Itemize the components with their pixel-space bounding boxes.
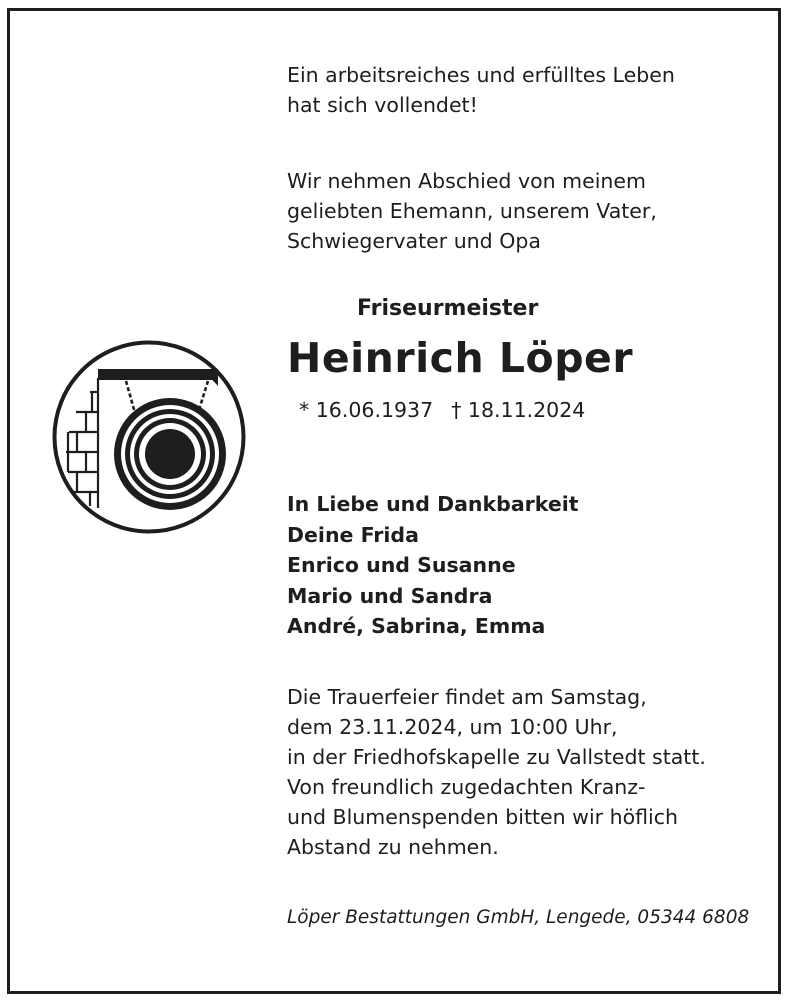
- family-line: In Liebe und Dankbarkeit: [287, 492, 579, 516]
- ceremony-line: dem 23.11.2024, um 10:00 Uhr,: [287, 715, 618, 739]
- ceremony-line: Abstand zu nehmen.: [287, 835, 499, 859]
- barber-shop-sign-icon: [52, 340, 246, 534]
- family-signature: [287, 489, 579, 642]
- farewell-line: geliebten Ehemann, unserem Vater,: [287, 199, 657, 223]
- deceased-name: Heinrich Löper: [287, 334, 634, 382]
- family-line: Deine Frida: [287, 522, 419, 547]
- funeral-home-footer: Löper Bestattungen GmbH, Lengede, 05344 6808: [287, 907, 750, 928]
- death-date: † 18.11.2024: [451, 398, 586, 422]
- deceased-title: Friseurmeister: [357, 296, 539, 321]
- farewell-line: Wir nehmen Abschied von meinem: [287, 169, 647, 193]
- intro-line: Ein arbeitsreiches und erfülltes Leben: [287, 63, 675, 87]
- birth-date: * 16.06.1937: [299, 398, 434, 422]
- family-line: André, Sabrina, Emma: [287, 614, 546, 638]
- life-dates: [299, 398, 585, 422]
- farewell-line: Schwiegervater und Opa: [287, 229, 541, 253]
- ceremony-line: Die Trauerfeier findet am Samstag,: [287, 685, 647, 709]
- family-line: Mario und Sandra: [287, 583, 493, 608]
- intro-line: hat sich vollendet!: [287, 93, 478, 117]
- ceremony-line: Von freundlich zugedachten Kranz-: [287, 775, 646, 799]
- ceremony-text: [287, 682, 706, 862]
- ceremony-line: in der Friedhofskapelle zu Vallstedt statt.: [287, 745, 706, 769]
- farewell-text: [287, 166, 657, 256]
- ceremony-line: und Blumenspenden bitten wir höflich: [287, 805, 678, 829]
- family-line: Enrico und Susanne: [287, 553, 516, 577]
- intro-text: [287, 60, 675, 120]
